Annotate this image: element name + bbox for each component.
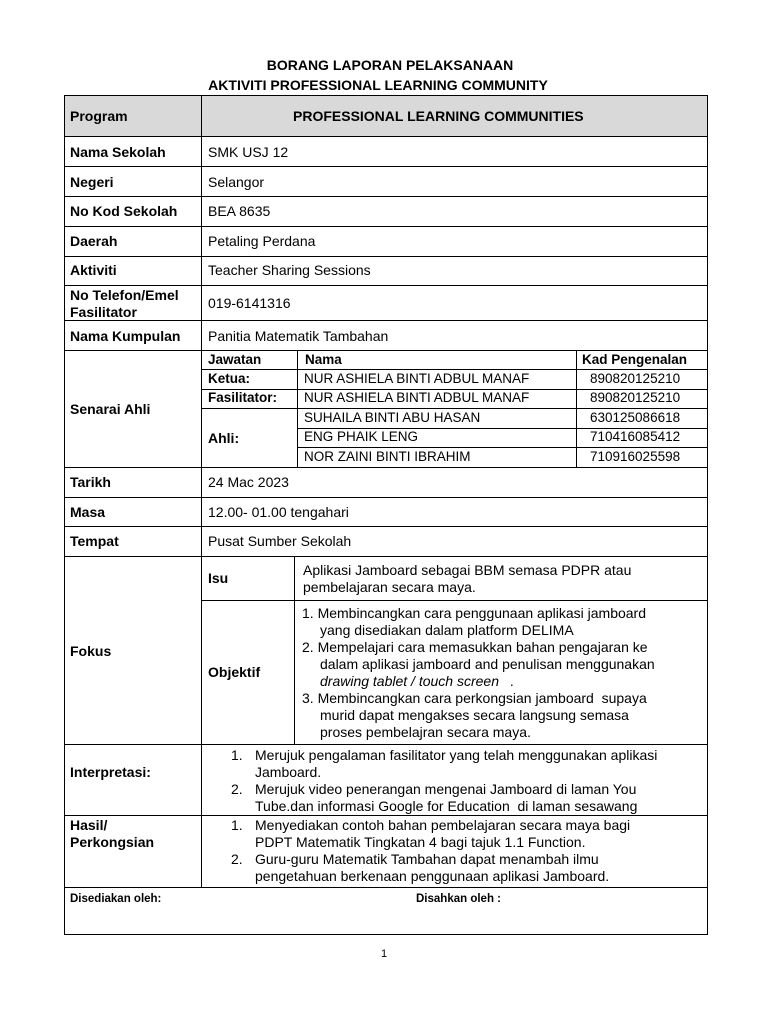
ahli-ic: 710916025598	[590, 449, 681, 464]
ketua-ic: 890820125210	[590, 371, 681, 386]
masa-value: 12.00- 01.00 tengahari	[208, 504, 349, 520]
telefon-label-1: No Telefon/Emel	[70, 287, 179, 303]
hasil-text: pengetahuan berkenaan penggunaan aplikasi Jamboard.	[255, 868, 610, 884]
interpretasi-text: Jamboard.	[255, 764, 322, 780]
ketua-role: Ketua:	[208, 371, 251, 386]
aktiviti-label: Aktiviti	[70, 262, 117, 278]
tarikh-label: Tarikh	[70, 474, 111, 490]
form-subtitle: AKTIVITI PROFESSIONAL LEARNING COMMUNITY	[208, 77, 548, 93]
objektif-text: yang disediakan dalam platform DELIMA	[320, 622, 574, 638]
hasil-text: Menyediakan contoh bahan pembelajaran secara maya bagi	[255, 817, 631, 833]
row-line	[65, 320, 708, 321]
page-number: 1	[380, 948, 388, 960]
hasil-num: 2.	[231, 851, 243, 867]
row-line	[65, 350, 708, 351]
ahli-header-jawatan: Jawatan	[208, 352, 262, 367]
tempat-label: Tempat	[70, 533, 119, 549]
tempat-value: Pusat Sumber Sekolah	[208, 533, 352, 549]
ahli-line	[201, 369, 708, 370]
objektif-text-italic: drawing tablet / touch screen	[320, 673, 499, 689]
senarai-ahli-label: Senarai Ahli	[70, 401, 151, 417]
interpretasi-text: Merujuk pengalaman fasilitator yang telah menggunakan aplikasi	[255, 747, 658, 763]
isu-text: pembelajaran secara maya.	[303, 579, 476, 595]
ahli-ic: 630125086618	[590, 410, 681, 425]
telefon-value: 019-6141316	[208, 295, 291, 311]
fasilitator-name: NUR ASHIELA BINTI ADBUL MANAF	[304, 390, 530, 405]
kumpulan-label: Nama Kumpulan	[70, 328, 181, 344]
ahli-header-ic: Kad Pengenalan	[582, 352, 688, 367]
row-line	[65, 887, 708, 888]
disahkan-label: Disahkan oleh :	[416, 893, 501, 905]
kod-sekolah-label: No Kod Sekolah	[70, 203, 178, 219]
nama-sekolah-value: SMK USJ 12	[208, 144, 289, 160]
hasil-label-1: Hasil/	[70, 817, 108, 833]
row-line	[65, 526, 708, 527]
form-title: BORANG LAPORAN PELAKSANAAN	[266, 57, 514, 73]
fasilitator-role: Fasilitator:	[208, 390, 278, 405]
ahli-role: Ahli:	[208, 430, 240, 446]
aktiviti-value: Teacher Sharing Sessions	[208, 262, 371, 278]
negeri-label: Negeri	[70, 174, 114, 190]
isu-label: Isu	[208, 570, 229, 586]
objektif-label: Objektif	[208, 664, 261, 680]
ahli-line	[297, 447, 708, 448]
objektif-text: proses pembelajran secara maya.	[320, 724, 531, 740]
row-line	[65, 226, 708, 227]
objektif-text: 3. Membincangkan cara perkongsian jamboard supaya	[302, 690, 647, 706]
interpretasi-num: 2.	[231, 781, 243, 797]
ahli-name: NOR ZAINI BINTI IBRAHIM	[304, 449, 471, 464]
ketua-name: NUR ASHIELA BINTI ADBUL MANAF	[304, 371, 530, 386]
objektif-text: 2. Mempelajari cara memasukkan bahan pengajaran ke	[302, 639, 648, 655]
tarikh-value: 24 Mac 2023	[208, 474, 289, 490]
fokus-split	[201, 600, 708, 601]
column-divider	[201, 96, 202, 887]
objektif-text: .	[506, 673, 514, 689]
row-line	[65, 166, 708, 167]
isu-text: Aplikasi Jamboard sebagai BBM semasa PDPR atau	[303, 562, 632, 578]
fasilitator-ic: 890820125210	[590, 390, 681, 405]
daerah-label: Daerah	[70, 233, 118, 249]
row-line	[65, 815, 708, 816]
row-line	[65, 136, 708, 137]
hasil-text: PDPT Matematik Tingkatan 4 bagi tajuk 1.1 Function.	[255, 834, 586, 850]
interpretasi-num: 1.	[231, 747, 243, 763]
hasil-text: Guru-guru Matematik Tambahan dapat menambah ilmu	[255, 851, 599, 867]
row-line	[65, 556, 708, 557]
nama-sekolah-label: Nama Sekolah	[70, 144, 166, 160]
masa-label: Masa	[70, 504, 106, 520]
hasil-num: 1.	[231, 817, 243, 833]
row-line	[65, 256, 708, 257]
kumpulan-value: Panitia Matematik Tambahan	[208, 328, 389, 344]
ahli-line	[201, 408, 708, 409]
disediakan-label: Disediakan oleh:	[70, 893, 162, 905]
row-line	[65, 744, 708, 745]
ahli-name: ENG PHAIK LENG	[304, 429, 419, 444]
program-value: PROFESSIONAL LEARNING COMMUNITIES	[293, 108, 584, 124]
ahli-col-divider	[297, 350, 298, 467]
row-line	[65, 196, 708, 197]
ahli-header-nama: Nama	[305, 352, 342, 367]
ahli-name: SUHAILA BINTI ABU HASAN	[304, 410, 481, 425]
fokus-divider	[294, 556, 295, 744]
objektif-text: dalam aplikasi jamboard and penulisan menggunakan	[320, 656, 655, 672]
interpretasi-text: Merujuk video penerangan mengenai Jamboard di laman You	[255, 781, 637, 797]
negeri-value: Selangor	[208, 174, 265, 190]
row-line	[65, 467, 708, 468]
objektif-text: 1. Membincangkan cara penggunaan aplikasi jamboard	[302, 605, 646, 621]
row-line	[65, 285, 708, 286]
interpretasi-text: Tube.dan informasi Google for Education di laman sesawang	[255, 798, 638, 814]
telefon-label-2: Fasilitator	[70, 304, 137, 320]
ahli-ic: 710416085412	[590, 429, 681, 444]
hasil-label-2: Perkongsian	[70, 834, 155, 850]
row-line	[65, 497, 708, 498]
kod-sekolah-value: BEA 8635	[208, 203, 271, 219]
ahli-col-divider	[576, 350, 577, 467]
program-label: Program	[70, 108, 128, 124]
fokus-label: Fokus	[70, 643, 112, 659]
daerah-value: Petaling Perdana	[208, 233, 316, 249]
interpretasi-label: Interpretasi:	[70, 764, 151, 780]
objektif-text: murid dapat mengakses secara langsung semasa	[320, 707, 629, 723]
